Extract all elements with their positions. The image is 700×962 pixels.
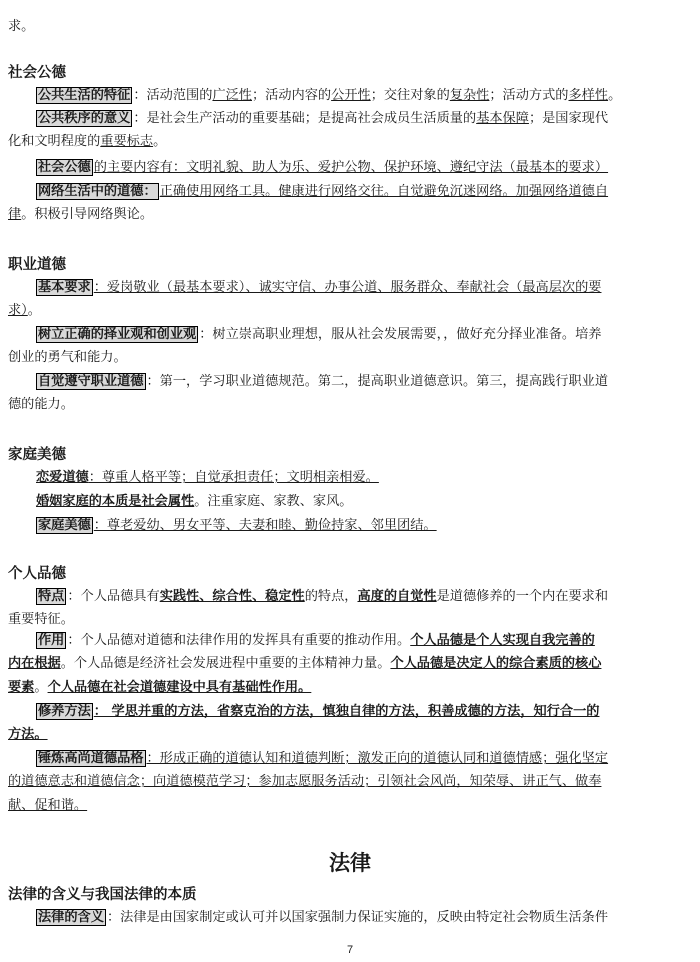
public-morality-label: 社会公德 <box>38 160 91 175</box>
cultivation-method-line: 修养方法 ： 学思并重的方法，省察克治的方法，慎独自律的方法，积善成德的方法，知行合一的 <box>38 704 600 719</box>
public-morality-line: 社会公德 的主要内容有：文明礼貌、助人为乐、爱护公物、保护环境、遵纪守法（最基本的要求） <box>38 160 609 175</box>
career-choice-line: 树立正确的择业观和创业观 ：树立崇高职业理想，服从社会发展需要，，做好充分择业准备。培养 <box>38 327 602 342</box>
personal-role-line: 作用 ：个人品德对道德和法律作用的发挥具有重要的推动作用。个人品德是个人实现自我完善的 <box>38 633 595 648</box>
marriage-line: 婚姻家庭的本质是社会属性。注重家庭、家教、家风。 <box>36 494 353 509</box>
public-order-line: 公共秩序的意义 ：是社会生产活动的重要基础；是提高社会成员生活质量的基本保障；是国家现代 <box>38 111 609 126</box>
career-basic-line-2: 求）。 <box>8 303 41 318</box>
marriage-label: 婚姻家庭的本质是社会属性 <box>36 494 195 509</box>
career-choice-label: 树立正确的择业观和创业观 <box>38 327 197 342</box>
cultivation-method-label: 修养方法 <box>38 704 91 719</box>
personal-feature-label: 特点 <box>38 589 65 604</box>
public-life-label: 公共生活的特征 <box>38 88 131 103</box>
career-basic-line: 基本要求 ：爱岗敬业（最基本要求）、诚实守信、办事公道、服务群众、奉献社会（最高层次的要 <box>38 280 602 295</box>
family-virtue-line: 家庭美德 ：尊老爱幼、男女平等、夫妻和睦、勤俭持家、邻里团结。 <box>38 518 437 533</box>
heading-social-morality: 社会公德 <box>8 65 66 81</box>
public-order-label: 公共秩序的意义 <box>38 111 131 126</box>
personal-role-line-3: 要素。个人品德在社会道德建设中具有基础性作用。 <box>8 680 312 695</box>
online-ethics-line: 网络生活中的道德： 正确使用网络工具。健康进行网络交往。自觉避免沉迷网络。加强网络道德自 <box>38 184 609 199</box>
heading-law-meaning: 法律的含义与我国法律的本质 <box>8 887 197 903</box>
personal-role-line-2: 内在根据。个人品德是经济社会发展进程中重要的主体精神力量。个人品德是决定人的综合素质的核心 <box>8 656 602 671</box>
heading-family-virtue: 家庭美德 <box>8 447 66 463</box>
family-virtue-label: 家庭美德 <box>38 518 91 533</box>
personal-feature-line-2: 重要特征。 <box>8 612 74 627</box>
law-section-title: 法律 <box>329 851 371 875</box>
online-ethics-line-2: 律。积极引导网络舆论。 <box>8 207 154 222</box>
intro-tail: 求。 <box>8 19 35 34</box>
public-order-line-2: 化和文明程度的重要标志。 <box>8 134 167 149</box>
cultivation-method-line-2: 方法。 <box>8 727 48 742</box>
career-obey-label: 自觉遵守职业道德 <box>38 374 144 389</box>
career-obey-line: 自觉遵守职业道德 ：第一，学习职业道德规范。第二，提高职业道德意识。第三，提高践行职业道 <box>38 374 609 389</box>
online-ethics-label: 网络生活中的道德： <box>38 184 157 199</box>
moral-character-line-3: 献、促和谐。 <box>8 798 88 813</box>
page-number: 7 <box>346 944 354 956</box>
career-basic-label: 基本要求 <box>38 280 91 295</box>
moral-character-line: 锤炼高尚道德品格 ：形成正确的道德认知和道德判断；激发正向的道德认同和道德情感；强化坚定 <box>38 751 609 766</box>
love-ethics-label: 恋爱道德 <box>36 470 89 485</box>
personal-role-label: 作用 <box>38 633 65 648</box>
career-choice-line-2: 创业的勇气和能力。 <box>8 350 127 365</box>
personal-feature-line: 特点 ：个人品德具有实践性、综合性、稳定性的特点，高度的自觉性是道德修养的一个内在要求和 <box>38 589 609 604</box>
law-meaning-label: 法律的含义 <box>38 910 104 925</box>
moral-character-label: 锤炼高尚道德品格 <box>38 751 144 766</box>
heading-career-ethics: 职业道德 <box>8 257 66 273</box>
moral-character-line-2: 的道德意志和道德信念；向道德模范学习；参加志愿服务活动；引领社会风尚，知荣辱、讲正气、做奉 <box>8 774 602 789</box>
law-meaning-line: 法律的含义 ：法律是由国家制定或认可并以国家强制力保证实施的，反映由特定社会物质生活条件 <box>38 910 609 925</box>
heading-personal-virtue: 个人品德 <box>8 566 66 582</box>
love-ethics-line: 恋爱道德：尊重人格平等；自觉承担责任；文明相亲相爱。 <box>36 470 379 485</box>
public-life-line: 公共生活的特征 ：活动范围的广泛性；活动内容的公开性；交往对象的复杂性；活动方式的多样性。 <box>38 88 622 103</box>
career-obey-line-2: 德的能力。 <box>8 397 74 412</box>
